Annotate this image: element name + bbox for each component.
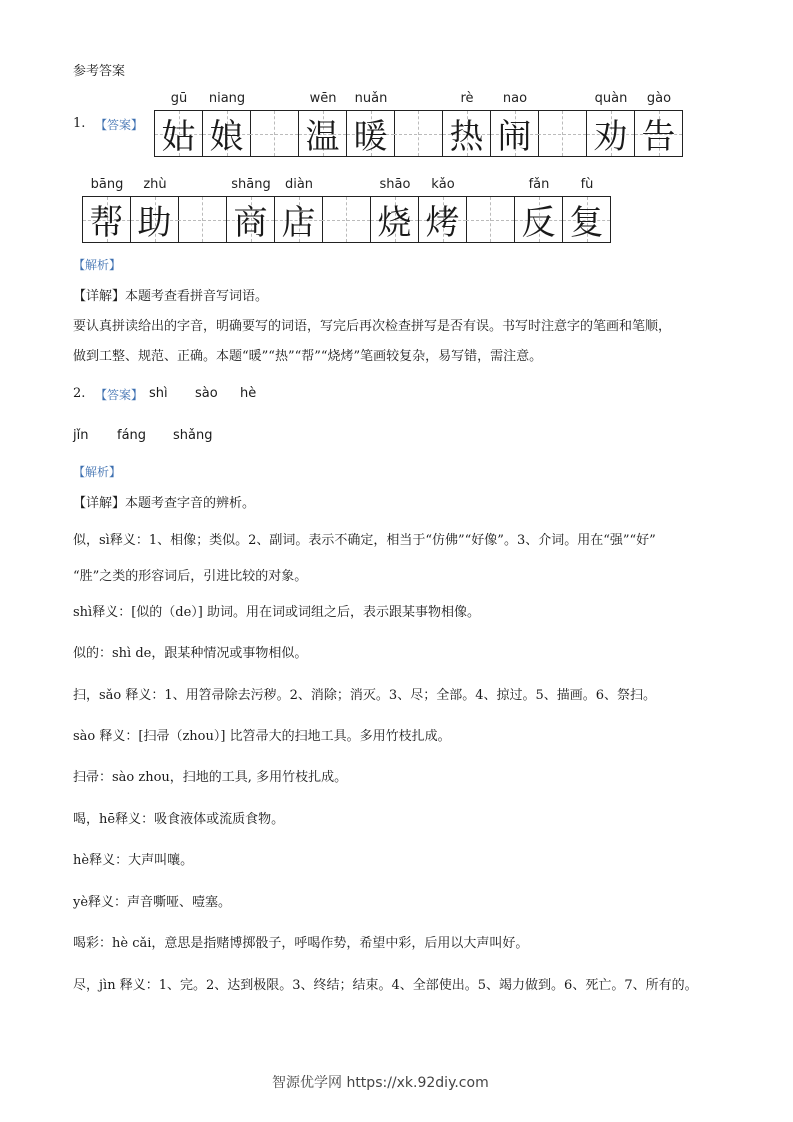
tianzige-cell xyxy=(634,110,683,157)
word-group xyxy=(83,174,227,243)
pinyin-label: nao xyxy=(502,91,528,106)
grid-spacer xyxy=(394,110,442,157)
pinyin-label: kǎo xyxy=(431,177,455,192)
pinyin-grid-row-1 xyxy=(155,88,683,157)
q2-answer-2: sào xyxy=(195,386,218,401)
pinyin-label: zhù xyxy=(143,177,167,192)
tianzige-cell xyxy=(346,110,395,157)
hanzi-character: 助 xyxy=(137,203,172,243)
hanzi-character: 姑 xyxy=(161,117,196,157)
tianzige-cell xyxy=(130,196,179,243)
q2-line-11: 喝彩：hè cǎi，意思是指赌博掷骰子，呼喝作势，希望中彩，后用以大声叫好。 xyxy=(73,936,529,951)
q2-line-12: 尽，jìn 释义：1、完。2、达到极限。3、终结；结束。4、全部使出。5、竭力做到。6、死亡。7、所有的。 xyxy=(73,978,698,993)
q2-line-4: 似的：shì de，跟某种情况或事物相似。 xyxy=(73,646,308,661)
word-group xyxy=(443,88,587,157)
q2-answer-6: shǎng xyxy=(173,428,213,443)
hanzi-character: 闹 xyxy=(497,117,532,157)
pinyin-grid-row-2 xyxy=(83,174,611,243)
hanzi-character: 烤 xyxy=(425,203,460,243)
q1-para2: 做到工整、规范、正确。本题“暖”“热”“帮”“烧烤”笔画较复杂，易写错，需注意。 xyxy=(73,349,543,364)
q1-number: 1. xyxy=(73,116,86,131)
pinyin-label: quàn xyxy=(594,91,628,106)
q2-line-7: 扫帚：sào zhou，扫地的工具, 多用竹枝扎成。 xyxy=(73,770,348,785)
pinyin-label: bāng xyxy=(90,177,124,192)
hanzi-character: 帮 xyxy=(89,203,124,243)
q1-para1: 要认真拼读给出的字音，明确要写的词语，写完后再次检查拼写是否有误。书写时注意字的笔画和笔顺， xyxy=(73,319,672,334)
tianzige-cell xyxy=(298,110,347,157)
hanzi-character: 暖 xyxy=(353,117,388,157)
word-group xyxy=(299,88,443,157)
footer-watermark: 智源优学网 https://xk.92diy.com xyxy=(272,1075,489,1091)
tianzige-cell xyxy=(154,110,203,157)
hanzi-character: 反 xyxy=(521,203,556,243)
q2-answer-3: hè xyxy=(240,386,257,401)
pinyin-label: shāng xyxy=(231,177,271,192)
q2-line-10: yè释义：声音嘶哑、噎塞。 xyxy=(73,895,232,910)
pinyin-label: gào xyxy=(646,91,672,106)
pinyin-label: fǎn xyxy=(528,177,550,192)
q2-analysis-tag: 【解析】 xyxy=(73,465,122,479)
hanzi-character: 告 xyxy=(641,117,676,157)
q2-number: 2. xyxy=(73,386,86,401)
q2-line-9: hè释义：大声叫嚷。 xyxy=(73,853,194,868)
q2-line-6: sào 释义：[扫帚（zhou）] 比笤帚大的扫地工具。多用竹枝扎成。 xyxy=(73,729,451,744)
tianzige-cell xyxy=(514,196,563,243)
tianzige-cell xyxy=(274,196,323,243)
word-group xyxy=(227,174,371,243)
q2-answer-tag: 【答案】 xyxy=(95,388,144,402)
tianzige-cell xyxy=(562,196,611,243)
hanzi-character: 温 xyxy=(305,117,340,157)
word-group xyxy=(371,174,515,243)
q2-line-2: “胜”之类的形容词后，引进比较的对象。 xyxy=(73,569,308,584)
grid-spacer xyxy=(538,110,586,157)
tianzige-cell xyxy=(370,196,419,243)
pinyin-label: wēn xyxy=(309,91,337,106)
tianzige-cell xyxy=(418,196,467,243)
tianzige-cell xyxy=(442,110,491,157)
tianzige-cell xyxy=(586,110,635,157)
grid-spacer xyxy=(322,196,370,243)
q2-answer-5: fáng xyxy=(117,428,147,443)
q2-line-3: shì释义：[似的（de）] 助词。用在词或词组之后，表示跟某事物相像。 xyxy=(73,605,480,620)
grid-spacer xyxy=(178,196,226,243)
tianzige-cell xyxy=(490,110,539,157)
hanzi-character: 热 xyxy=(449,117,484,157)
pinyin-label: fù xyxy=(580,177,594,192)
pinyin-label: nuǎn xyxy=(354,91,388,106)
q2-line-1: 似，sì释义：1、相像；类似。2、副词。表示不确定，相当于“仿佛”“好像”。3、介词。用在“强”“好” xyxy=(73,533,656,548)
q2-detail: 【详解】本题考查字音的辨析。 xyxy=(73,496,256,511)
tianzige-cell xyxy=(82,196,131,243)
tianzige-cell xyxy=(202,110,251,157)
hanzi-character: 店 xyxy=(281,203,316,243)
q2-line-8: 喝，hē释义：吸食液体或流质食物。 xyxy=(73,812,285,827)
hanzi-character: 劝 xyxy=(593,117,628,157)
grid-spacer xyxy=(466,196,514,243)
tianzige-cell xyxy=(226,196,275,243)
pinyin-label: diàn xyxy=(284,177,314,192)
hanzi-character: 复 xyxy=(569,203,604,243)
q1-answer-tag: 【答案】 xyxy=(95,118,144,132)
pinyin-label: niang xyxy=(208,91,246,106)
q2-answer-4: jǐn xyxy=(73,428,89,443)
q2-line-5: 扫，sǎo 释义：1、用笤帚除去污秽。2、消除；消灭。3、尽；全部。4、掠过。5、描画。6、祭扫。 xyxy=(73,688,657,703)
word-group xyxy=(515,174,611,243)
q1-detail: 【详解】本题考查看拼音写词语。 xyxy=(73,289,269,304)
grid-spacer xyxy=(250,110,298,157)
pinyin-label: rè xyxy=(460,91,474,106)
word-group xyxy=(587,88,683,157)
pinyin-label: shāo xyxy=(379,177,411,192)
hanzi-character: 娘 xyxy=(209,117,244,157)
pinyin-label: gū xyxy=(170,91,188,106)
hanzi-character: 商 xyxy=(233,203,268,243)
hanzi-character: 烧 xyxy=(377,203,412,243)
page-header: 参考答案 xyxy=(73,64,126,79)
q2-answer-1: shì xyxy=(149,386,168,401)
q1-analysis-tag: 【解析】 xyxy=(73,258,122,272)
word-group xyxy=(155,88,299,157)
